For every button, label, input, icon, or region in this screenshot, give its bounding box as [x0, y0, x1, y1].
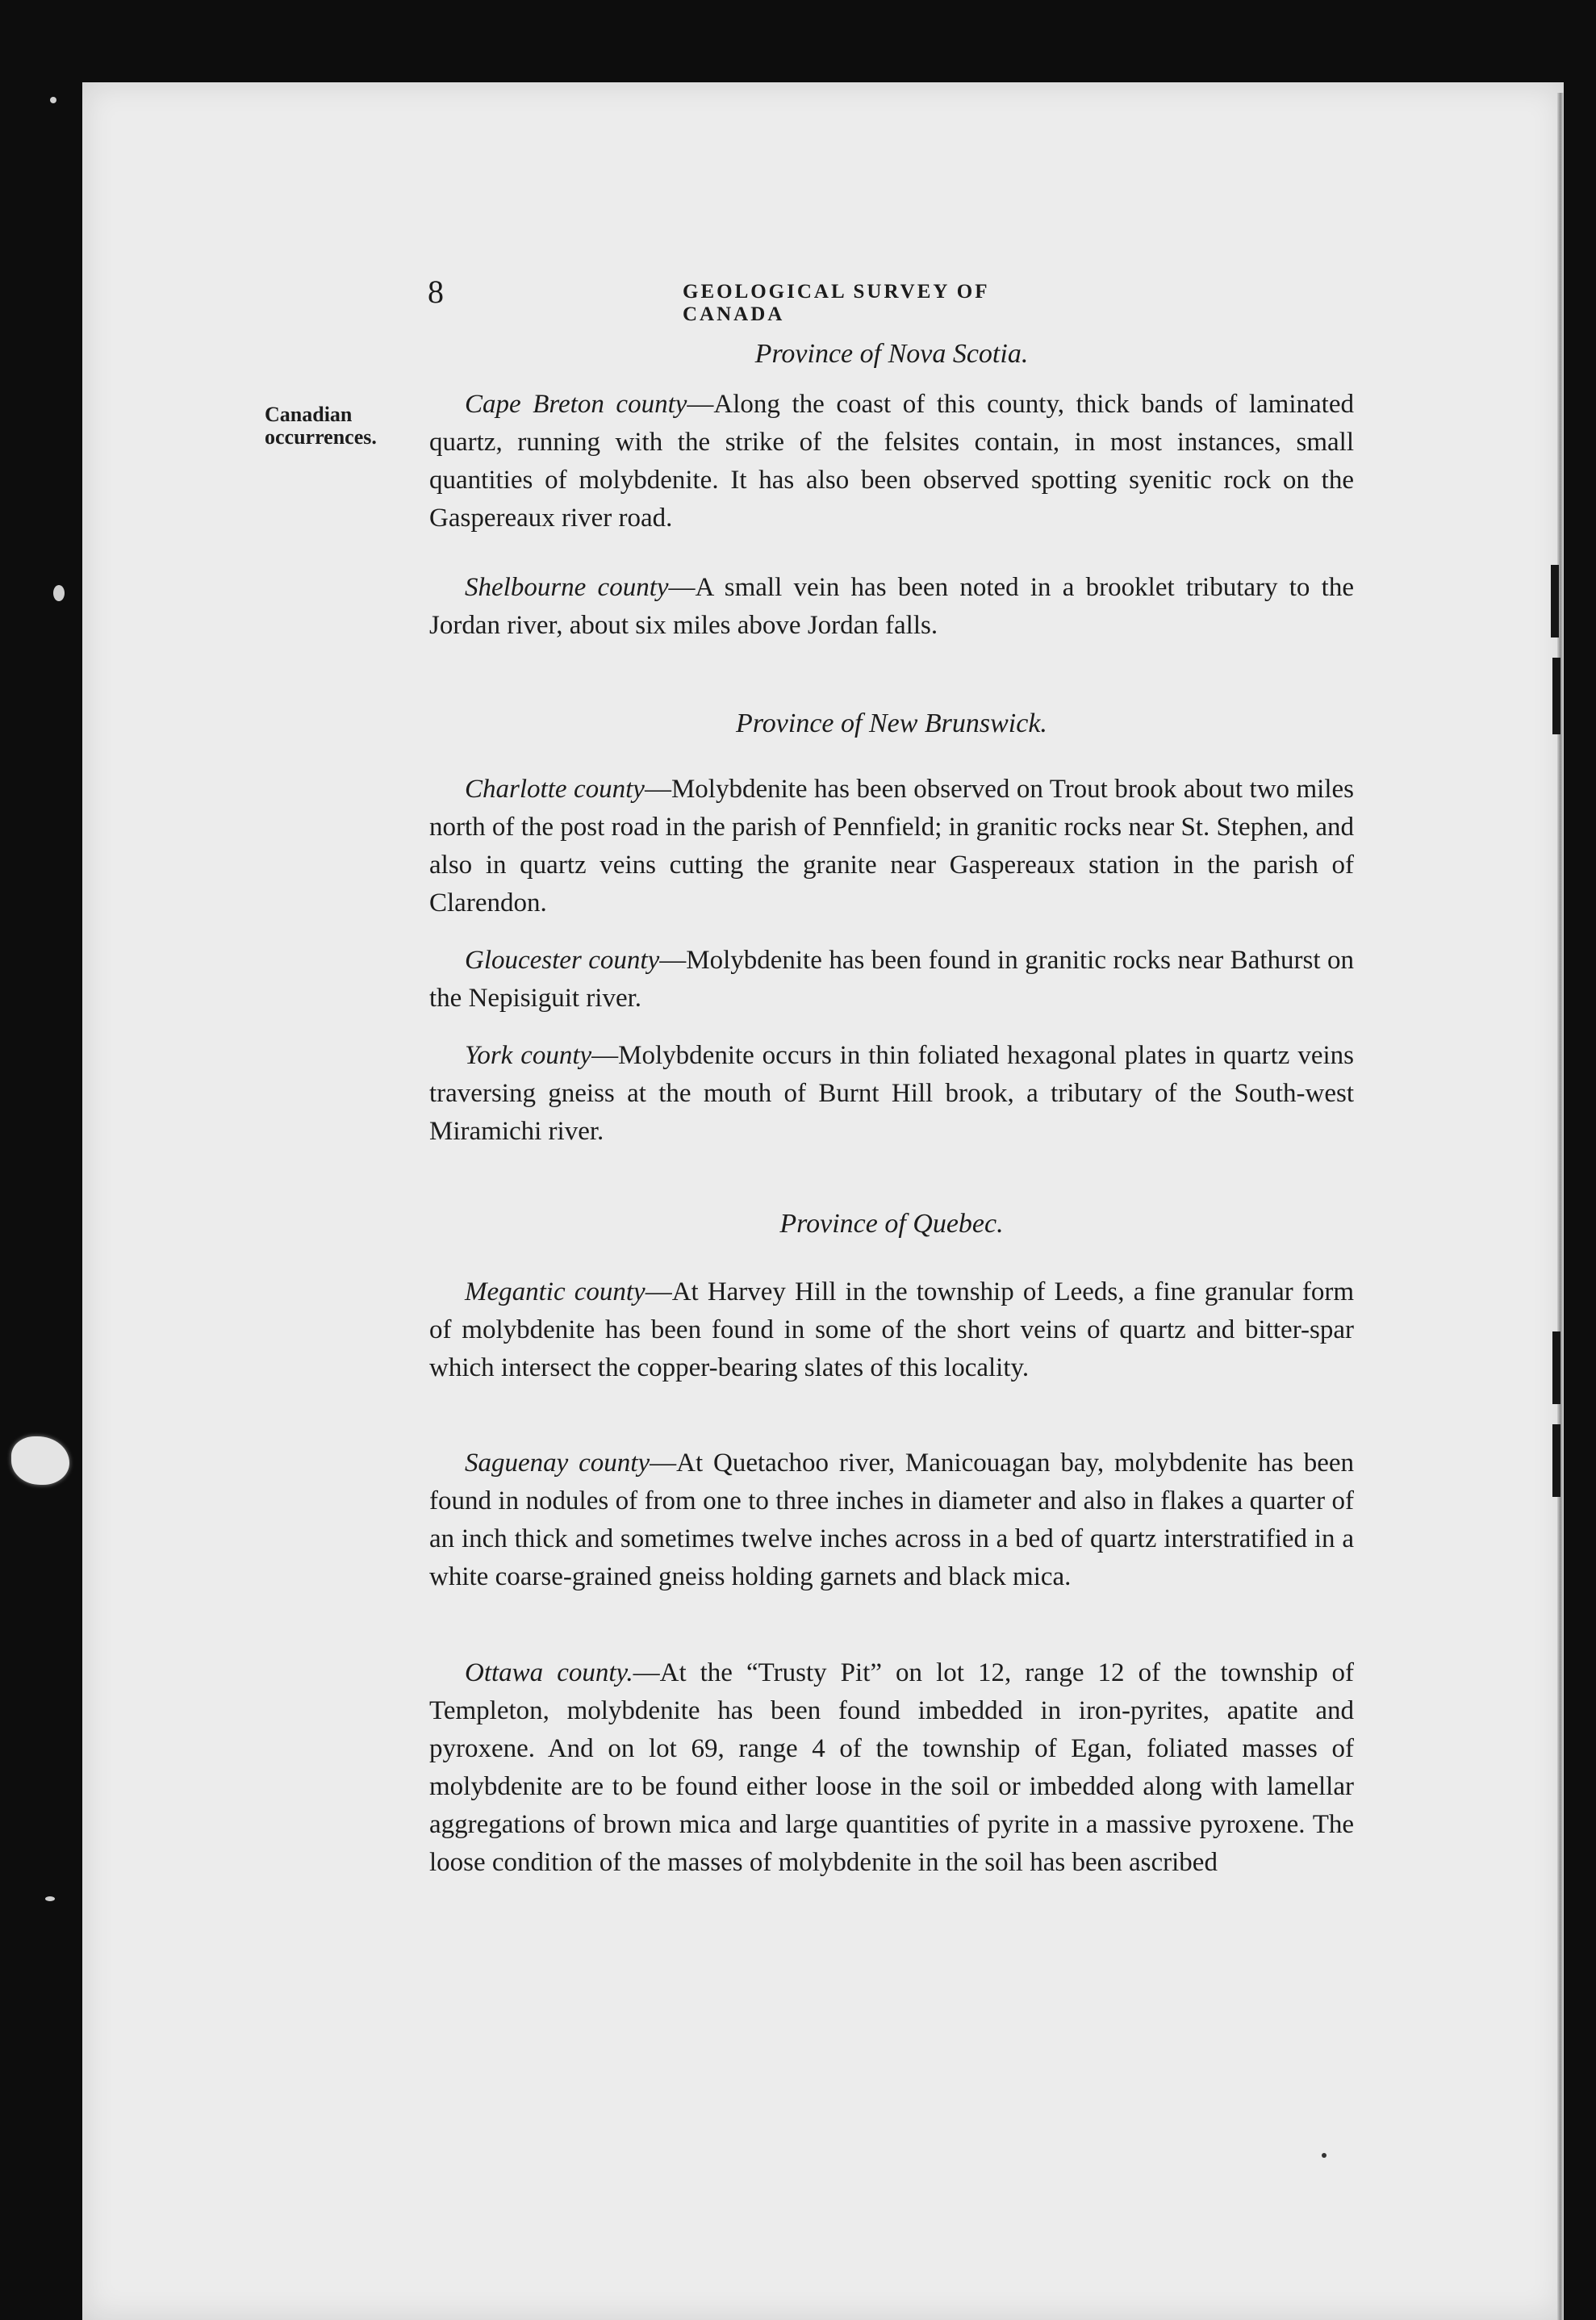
page-number: 8: [428, 274, 444, 310]
paragraph-text: —Molybdenite has been observed on Trout brook about two miles north of the post road in the parish of Pennfield; in granitic rocks near St. Stephen, and also in quartz veins cutting the granite near Gaspereaux station in the parish of Clarendon.: [429, 775, 1354, 918]
county-paragraph: [429, 771, 1354, 922]
county-paragraph: [429, 942, 1354, 1018]
county-name: Ottawa county.: [465, 1658, 633, 1687]
marginal-note-line: Canadian: [265, 403, 353, 426]
paragraph-text: —Along the coast of this county, thick bands of laminated quartz, running with the strike of the felsites contain, in most instances, small quantities of molybdenite. It has also been observed spotting syenitic rock on the Gaspereaux river road.: [429, 390, 1354, 533]
county-name: Saguenay county: [465, 1448, 650, 1478]
county-name: Shelbourne county: [465, 573, 669, 602]
paragraph-text: —At Quetachoo river, Manicouagan bay, molybdenite has been found in nodules of from one to three inches in diameter and also in flakes a quarter of an inch thick and sometimes twelve inches across in a bed of quartz interstratified in a white coarse-grained gneiss holding garnets and black mica.: [429, 1448, 1354, 1591]
edge-mark: [1552, 1331, 1560, 1404]
scan-speck: [53, 585, 65, 601]
page-edge: [1557, 93, 1564, 2320]
county-paragraph: [429, 1654, 1354, 1882]
edge-mark: [1551, 565, 1559, 637]
county-paragraph: [429, 1037, 1354, 1151]
county-name: Charlotte county: [465, 775, 645, 804]
province-heading: Province of Nova Scotia.: [754, 339, 1029, 369]
county-name: York county: [465, 1041, 592, 1070]
paragraph-text: —At Harvey Hill in the township of Leeds, a fine granular form of molybdenite has been found in some of the short veins of quartz and bitter-spar which intersect the copper-bearing slates of this locality.: [429, 1277, 1354, 1382]
page-header: [428, 273, 1097, 325]
paragraph-text: —At the “Trusty Pit” on lot 12, range 12 of the township of Templeton, molybdenite has been found imbedded in iron-pyrites, apatite and pyroxene. And on lot 69, range 4 of the township of Egan, foliated masses of molybdenite are to be found either loose in the soil or imbedded along with lamellar aggregations of brown mica and large quantities of pyrite in a massive pyroxene. The loose condition of the masses of molybdenite in the soil has been ascribed: [429, 1658, 1354, 1877]
county-name: Gloucester county: [465, 946, 660, 975]
county-paragraph: [429, 1273, 1354, 1387]
paragraph-text: —A small vein has been noted in a brooklet tributary to the Jordan river, about six miles above Jordan falls.: [429, 573, 1354, 640]
edge-mark: [1552, 1424, 1560, 1497]
paragraph-text: —Molybdenite has been found in granitic rocks near Bathurst on the Nepisiguit river.: [429, 946, 1354, 1013]
county-paragraph: [429, 1444, 1354, 1596]
marginal-note: [265, 403, 394, 449]
county-name: Megantic county: [465, 1277, 646, 1306]
paragraph-text: —Molybdenite occurs in thin foliated hexagonal plates in quartz veins traversing gneiss at the mouth of Burnt Hill brook, a tributary of the South-west Miramichi river.: [429, 1041, 1354, 1146]
edge-mark: [1552, 658, 1560, 734]
stray-mark: [1322, 2153, 1327, 2158]
province-heading: Province of Quebec.: [779, 1209, 1004, 1239]
scan-speck: [50, 97, 56, 103]
marginal-note-line: occurrences.: [265, 425, 377, 449]
scan-speck: [45, 1896, 55, 1901]
county-paragraph: [429, 386, 1354, 537]
running-head: GEOLOGICAL SURVEY OF CANADA: [683, 281, 989, 325]
county-paragraph: [429, 569, 1354, 645]
province-heading: Province of New Brunswick.: [736, 709, 1047, 738]
county-name: Cape Breton county: [465, 390, 687, 419]
